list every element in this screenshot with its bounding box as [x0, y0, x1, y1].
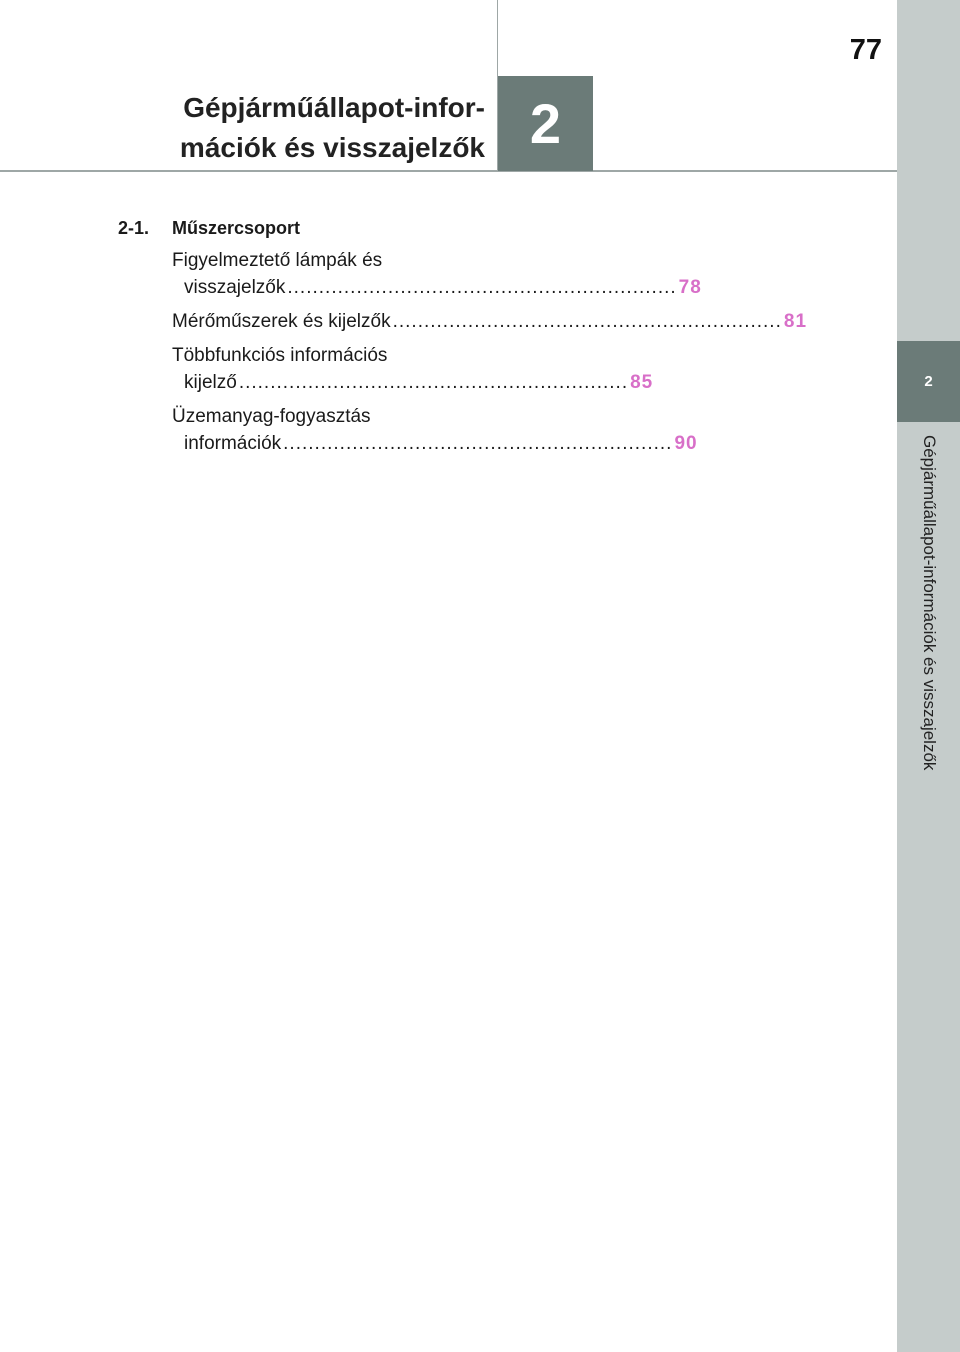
- side-chapter-label: [897, 435, 960, 855]
- header-divider: [0, 170, 897, 172]
- dot-leader: ..............................................................: [238, 372, 629, 393]
- toc-entry-text: Figyelmeztető lámpák és: [172, 250, 383, 271]
- toc-page-link[interactable]: 81: [783, 311, 808, 332]
- page-number: 77: [849, 34, 882, 66]
- dot-leader: ..............................................................: [392, 311, 782, 332]
- toc-entry-text: Mérőműszerek és kijelzők: [172, 311, 391, 332]
- toc-page-link[interactable]: 78: [678, 277, 702, 298]
- dot-leader: ..............................................................: [287, 277, 677, 298]
- toc-entry-text: visszajelzők: [184, 277, 286, 298]
- toc-entry-warning-lights[interactable]: [172, 247, 702, 301]
- chapter-title-line1: Gépjárműállapot-infor-: [183, 92, 485, 123]
- chapter-number: 2: [529, 92, 562, 155]
- chapter-number-box: [498, 76, 593, 171]
- toc-entry-text: információk: [184, 433, 282, 454]
- toc-entry-fuel-consumption[interactable]: [172, 403, 698, 457]
- side-tab-number: 2: [924, 373, 933, 390]
- toc-entry-text: kijelző: [184, 372, 237, 393]
- dot-leader: ..............................................................: [283, 433, 673, 454]
- table-of-contents: [118, 216, 808, 457]
- side-label-text: Gépjárműállapot-információk és visszajelzők: [920, 435, 939, 771]
- chapter-title: [180, 88, 485, 168]
- toc-page-link[interactable]: 85: [630, 372, 654, 393]
- toc-entry-text: Többfunkciós információs: [172, 345, 388, 366]
- section-title: Műszercsoport: [172, 218, 301, 238]
- toc-entry-multi-info-display[interactable]: [172, 342, 654, 396]
- chapter-title-line2: mációk és visszajelzők: [179, 132, 485, 163]
- section-heading[interactable]: [118, 216, 468, 240]
- toc-entry-gauges[interactable]: [172, 308, 808, 335]
- section-number: 2-1.: [118, 218, 150, 238]
- toc-entry-text: Üzemanyag-fogyasztás: [172, 406, 371, 427]
- toc-page-link[interactable]: 90: [674, 433, 698, 454]
- chapter-side-tab[interactable]: [897, 341, 960, 422]
